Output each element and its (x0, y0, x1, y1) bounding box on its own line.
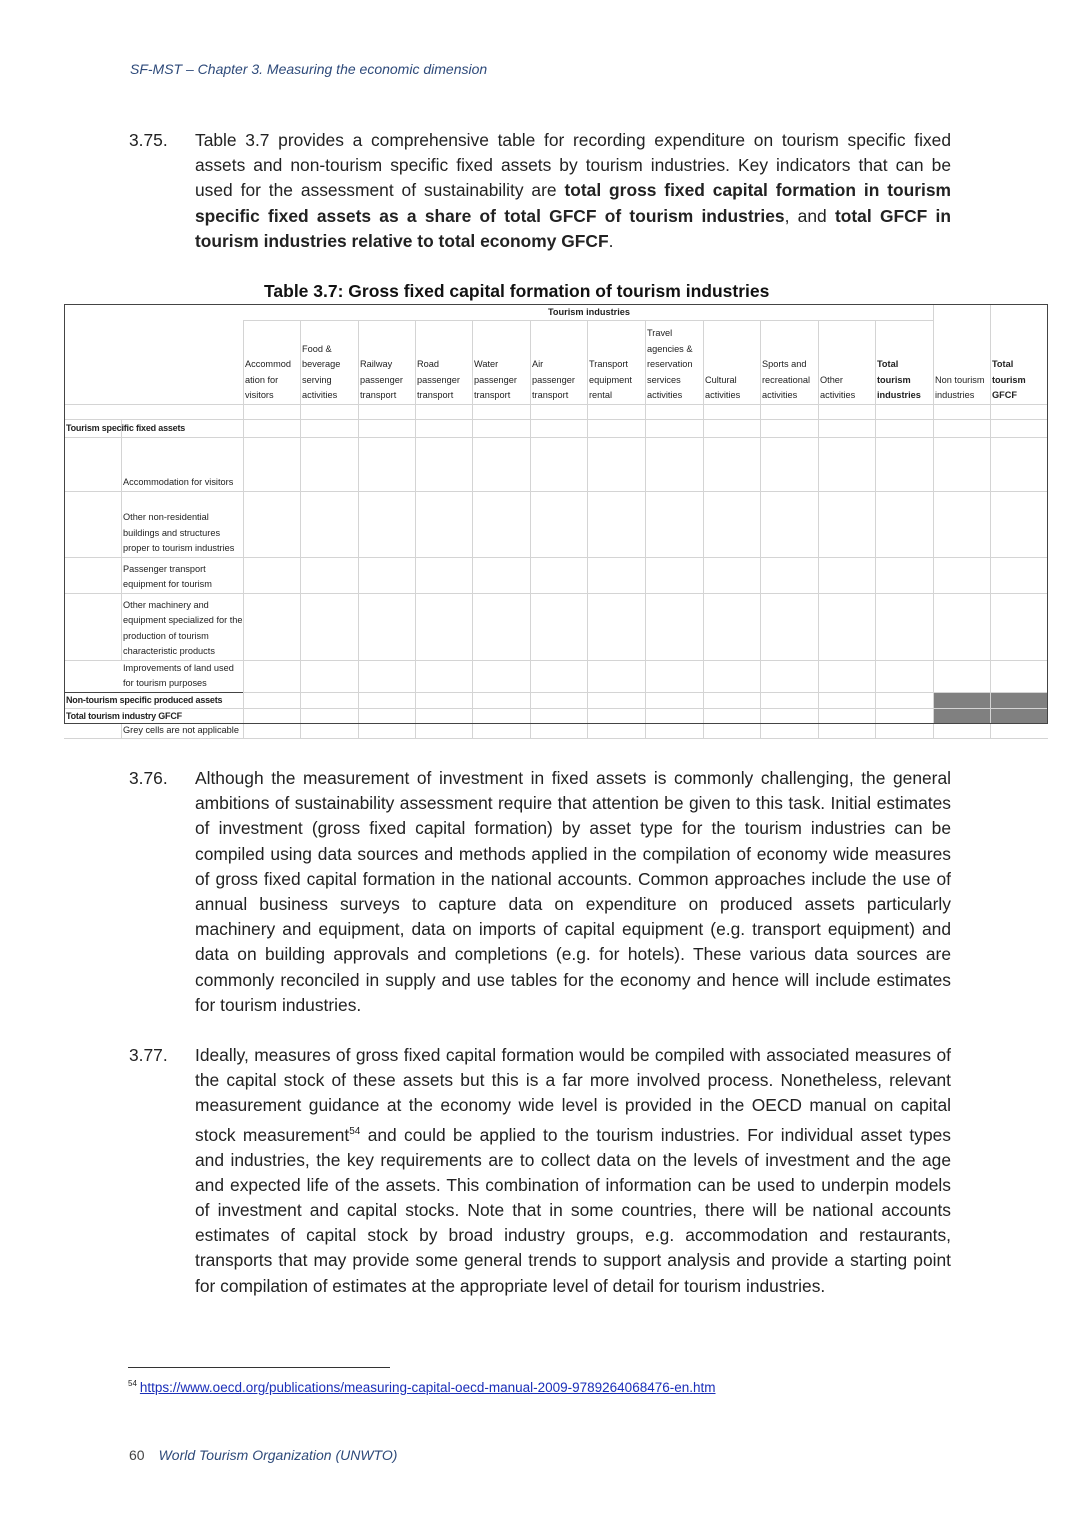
footnote-divider (128, 1367, 390, 1368)
row-label (121, 437, 243, 491)
paragraph-3-76 (129, 766, 951, 1018)
footer-organization: World Tourism Organization (UNWTO) (158, 1447, 398, 1463)
grid-line (64, 404, 1048, 405)
row-label-text: Accommodation for visitors (123, 477, 234, 488)
bold-indicator: total gross fixed capital formation in tourism specific fixed assets as a share of total GFCF of tourism industries (195, 180, 951, 226)
row-label-text: Other non-residential buildings and structures proper to tourism industries (123, 512, 235, 554)
column-group-header: Tourism industries (547, 307, 631, 317)
paragraph-number: 3.75. (129, 130, 168, 150)
column-header (587, 320, 645, 404)
column-header-label: Other activities (820, 374, 856, 401)
table-title: Table 3.7: Gross fixed capital formation of tourism industries (264, 281, 770, 301)
text-segment: , and (784, 205, 835, 226)
column-header-label: Total tourism GFCF (992, 359, 1026, 401)
row-label (64, 708, 283, 723)
footnote-reference[interactable]: 54 (349, 1125, 361, 1137)
column-header (243, 320, 300, 404)
paragraph-number: 3.77. (129, 1045, 168, 1065)
row-label-text: Non-tourism specific produced assets (66, 695, 223, 705)
page-footer (129, 1447, 397, 1463)
row-label (64, 419, 283, 437)
paragraph-3-75 (129, 128, 951, 254)
row-label-text: Passenger transport equipment for tourism (123, 563, 212, 590)
column-header-label: Road passenger transport (417, 359, 460, 401)
column-header (358, 320, 415, 404)
column-header (818, 320, 875, 404)
paragraph-3-77 (129, 1043, 951, 1299)
column-header (645, 320, 703, 404)
row-label (121, 557, 243, 593)
column-header (472, 320, 530, 404)
text-segment: Table 3.7 provides a comprehensive table for recording expenditure on tourism specific fixed assets and non-tourism specific fixed assets by tourism industries. Key indicators that can be used for the assessment of sustainability are (195, 130, 951, 201)
bold-indicator: total GFCF in tourism industries relative to total economy GFCF (195, 205, 951, 251)
column-header-label: Accommod ation for visitors (245, 359, 291, 401)
paragraph-body (195, 128, 951, 254)
gfcf-table (64, 304, 1048, 738)
column-header (760, 320, 818, 404)
footnote (128, 1380, 716, 1395)
column-header-label: Sports and recreational activities (762, 359, 811, 401)
paragraph-body (195, 1043, 951, 1299)
column-header (703, 320, 760, 404)
column-header-label: Total tourism industries (877, 359, 921, 401)
page-number: 60 (129, 1447, 145, 1463)
grid-line (64, 738, 1048, 739)
column-header-label: Non tourism industries (935, 374, 985, 401)
column-header-label: Railway passenger transport (360, 359, 403, 401)
row-label-text: Total tourism industry GFCF (66, 710, 182, 721)
row-label (121, 491, 243, 557)
column-header (933, 320, 990, 404)
row-label-text: Improvements of land used for tourism purposes (123, 662, 234, 689)
column-header (875, 320, 933, 404)
text-segment: Ideally, measures of gross fixed capital formation would be compiled with associated measures of the capital stock of these assets but this is a far more involved process. Nonetheless, relevant measurement guidance at the economy wide level is provided in the OECD manual on capital stock measurement (195, 1045, 951, 1145)
table-note: Grey cells are not applicable (123, 725, 239, 735)
table-border (64, 304, 65, 723)
column-header (990, 320, 1048, 404)
paragraph-body: Although the measurement of investment in fixed assets is commonly challenging, the general ambitions of sustainability assessment require that attention be given to this task. Initial estimates of investment (gross fixed capital formation) by asset type for the tourism industries can be compiled using data sources and methods applied in the compilation of economy wide measures of gross fixed capital formation in the national accounts. Common approaches include the use of annual business surveys to capture data on expenditure on produced assets particularly machinery and equipment, data on imports of capital equipment (e.g. transport equipment) and data on building approvals and completions (e.g. for hotels). These various data sources are commonly reconciled in supply and use tables for the economy and hence will include estimates for tourism industries. (195, 768, 951, 1015)
column-header-label: Water passenger transport (474, 359, 517, 401)
column-header-label: Transport equipment rental (589, 359, 632, 401)
text-segment: . (608, 230, 614, 251)
row-label (64, 692, 283, 708)
row-label-text: Other machinery and equipment specialized for the production of tourism characteristic products (123, 599, 243, 657)
column-header (300, 320, 358, 404)
row-label-text: Tourism specific fixed assets (66, 423, 186, 433)
column-header (415, 320, 472, 404)
row-label (121, 593, 243, 660)
text-segment: and could be applied to the tourism industries. For individual asset types and industries, the key requirements are to collect data on the levels of investment and the age and expected life of the assets. This combination of information can be used to underpin models of investment and capital stocks. Note that in some countries, there will be national accounts estimates of capital stock by broad industry groups, e.g. accommodation and restaurants, transports that may provide some general trends to support analysis and provide a starting point for compilation of estimates at the appropriate level of detail for tourism industries. (195, 1124, 951, 1296)
column-header-label: Travel agencies & reservation services activities (647, 328, 693, 401)
running-header: SF-MST – Chapter 3. Measuring the economic dimension (130, 61, 488, 77)
row-label (121, 660, 243, 692)
paragraph-number: 3.76. (129, 768, 168, 788)
footnote-number: 54 (128, 1379, 137, 1388)
column-header-label: Cultural activities (705, 374, 741, 401)
column-header (530, 320, 587, 404)
footnote-link[interactable]: https://www.oecd.org/publications/measuring-capital-oecd-manual-2009-9789264068476-en.htm (139, 1380, 716, 1395)
column-header-label: Food & beverage serving activities (302, 343, 341, 401)
column-header-label: Air passenger transport (532, 359, 575, 401)
